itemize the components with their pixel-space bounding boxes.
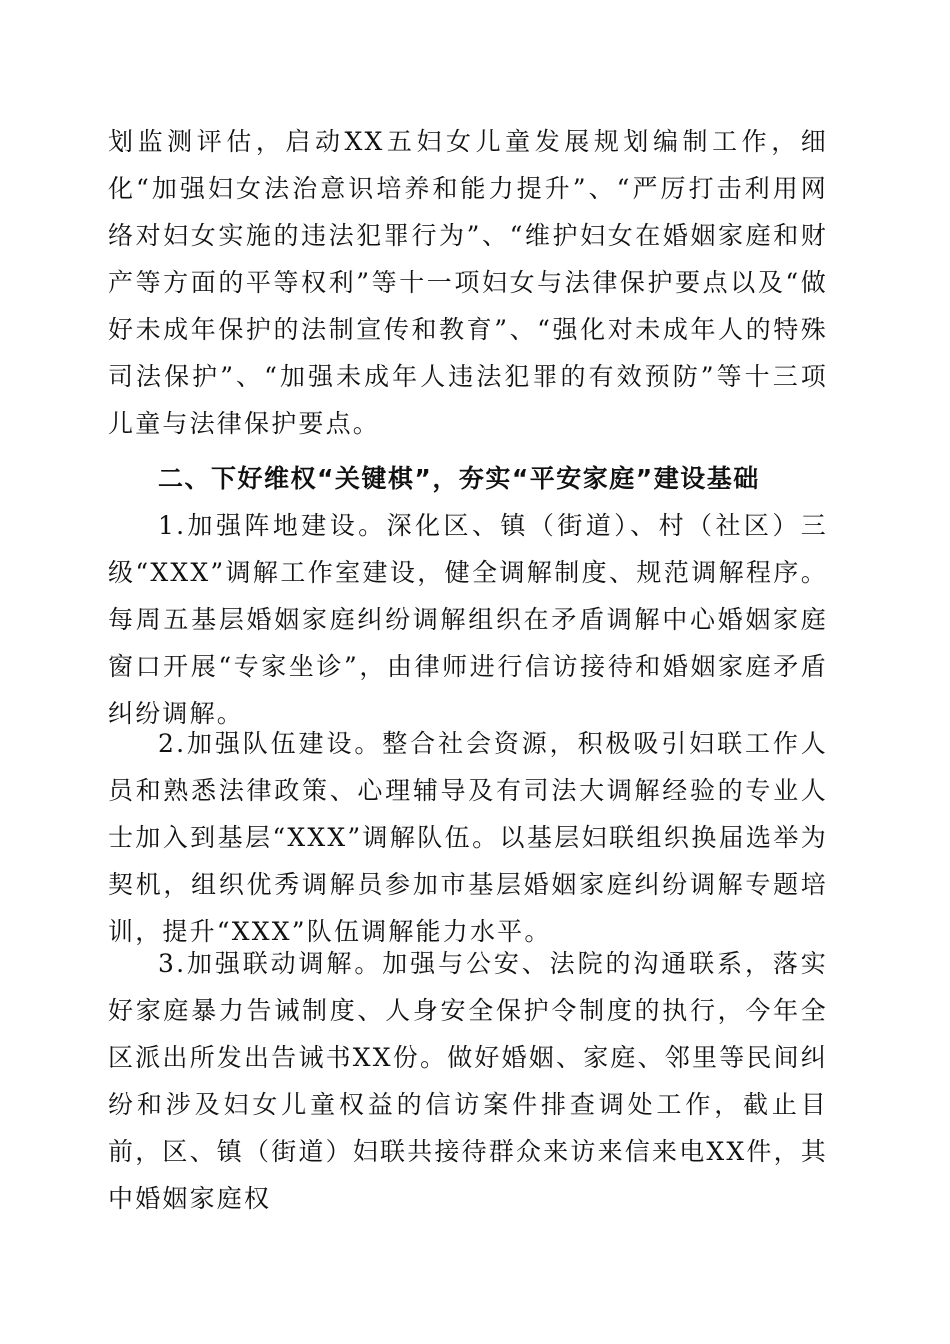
item-1-paragraph: 1.加强阵地建设。深化区、镇（街道）、村（社区）三级“XXX”调解工作室建设，健全调解制度、规范调解程序。每周五基层婚姻家庭纠纷调解组织在矛盾调解中心婚姻家庭窗口开展“专家坐诊”，由律师进行信访接待和婚姻家庭矛盾纠纷调解。	[108, 511, 828, 728]
paragraph-continuation: 划监测评估，启动XX五妇女儿童发展规划编制工作，细化“加强妇女法治意识培养和能力提升”、“严厉打击利用网络对妇女实施的违法犯罪行为”、“维护妇女在婚姻家庭和财产等方面的平等权利”等十一项妇女与法律保护要点以及“做好未成年保护的法制宣传和教育”、“强化对未成年人的特殊司法保护”、“加强未成年人违法犯罪的有效预防”等十三项儿童与法律保护要点。	[108, 127, 828, 438]
section-heading: 二、下好维权“关键棋”，夯实“平安家庭”建设基础	[158, 464, 760, 493]
item-2-paragraph: 2.加强队伍建设。整合社会资源，积极吸引妇联工作人员和熟悉法律政策、心理辅导及有司法大调解经验的专业人士加入到基层“XXX”调解队伍。以基层妇联组织换届选举为契机，组织优秀调解员参加市基层婚姻家庭纠纷调解专题培训，提升“XXX”队伍调解能力水平。	[108, 729, 828, 946]
item-3-paragraph: 3.加强联动调解。加强与公安、法院的沟通联系，落实好家庭暴力告诫制度、人身安全保护令制度的执行，今年全区派出所发出告诫书XX份。做好婚姻、家庭、邻里等民间纠纷和涉及妇女儿童权益的信访案件排查调处工作，截止目前，区、镇（街道）妇联共接待群众来访来信来电XX件，其中婚姻家庭权	[108, 949, 828, 1213]
